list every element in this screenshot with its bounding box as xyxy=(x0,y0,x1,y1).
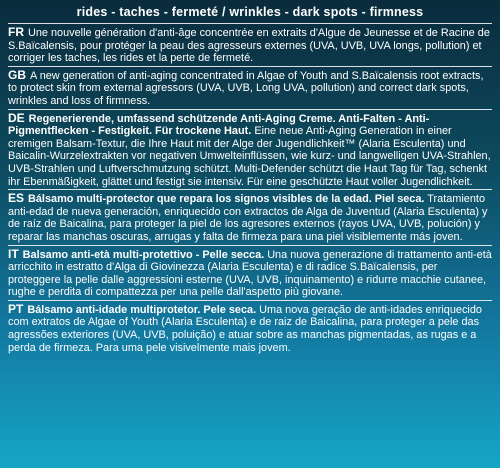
section-divider xyxy=(8,66,492,67)
section-lead: Bálsamo anti-idade multiprotetor. Pele seca. xyxy=(27,303,257,316)
section-text: Tratamiento anti-edad de nueva generación, enriquecido con extractos de Alga de Juventud (Alaria Esculenta) y de raíz de Baicalina, para proteger la piel de los agresores externos (rayos UVA, UVB, polución) y reparar las manchas oscuras, arrugas y falta de firmeza para una piel visiblemente más joven. xyxy=(8,193,488,243)
section-pt xyxy=(8,303,492,354)
section-de xyxy=(8,112,492,189)
claims-line: rides - taches - fermeté / wrinkles - dark spots - firmness xyxy=(76,5,424,19)
section-text: A new generation of anti-aging concentrated in Algae of Youth and S.Baïcalensis root extracts, to protect skin from external agressors (UVA, UVB, Long UVA, pollution) and correct dark spots, wrinkles and loss of firmness. xyxy=(8,69,484,107)
section-text: Una nuova generazione di trattamento anti-età arricchito in estratto d'Alga di Giovinezza (Alaria Esculenta) e di radice S.Baïcalensis, per proteggere la pelle dalle aggressioni esterne (UVA, UVB, inquinamento) e ridurre macchie cutanee, rughe e perdita di compattezza per una pelle dall'aspetto più giovane. xyxy=(8,248,492,299)
section-lead: Bálsamo multi-protector que repara los signos visibles de la edad. Piel seca. xyxy=(28,193,425,206)
language-code: FR xyxy=(8,25,24,39)
section-divider xyxy=(8,109,492,110)
language-code: GB xyxy=(8,67,26,82)
language-code: DE xyxy=(8,110,25,125)
section-es xyxy=(8,192,492,243)
section-text: Eine neue Anti-Aging Generation in einer cremigen Balsam-Textur, die Ihre Haut mit der Alge der Jugendlichkeit™ (Alaria Esculenta) und Baicalin-Wurzelextrakten vor negativen Umwelteinflüssen, wie kurz- und langwelligen UVA-Strahlen, UVB-Strahlen und Luftverschmutzung schützt. Multi-Defender schützt die Haut Tag für Tag, schenkt ihr Ebenmäßigkeit, glättet und festigt sie intensiv. Für eine geschützte Haut voller Jugendlichkeit. xyxy=(8,125,491,188)
section-fr xyxy=(8,26,492,65)
section-divider xyxy=(8,23,492,24)
section-text: Uma nova geração de anti-idades enriquecido com extratos de Algae of Youth (Alaria Esculenta) e de raiz de Baicalina, para proteger a pele das agressões exteriores (UVA, UVB, poluição) e atuar sobre as manchas pigmentadas, as rugas e a perda de firmeza. Para uma pele visivelmente mais jovem. xyxy=(8,303,482,354)
section-text: Une nouvelle génération d'anti-âge concentrée en extraits d'Algue de Jeunesse et de Racine de S.Baïcalensis, pour protéger la peau des agresseurs externes (UVA, UVB, UVA longs, pollution) et corriger les taches, les rides et la perte de fermeté. xyxy=(8,27,490,65)
section-gb xyxy=(8,69,492,108)
language-code: ES xyxy=(8,191,25,206)
language-code: IT xyxy=(8,246,19,261)
section-divider xyxy=(8,300,492,301)
section-divider xyxy=(8,189,492,190)
section-lead: Balsamo anti-età multi-protettivo - Pelle secca. xyxy=(22,248,265,261)
section-lead: Regenerierende, umfassend schützende Anti-Aging Creme. Anti-Falten - Anti-Pigmentflecken - Festigkeit. Für trockene Haut. xyxy=(8,112,430,138)
language-code: PT xyxy=(8,301,24,316)
section-it xyxy=(8,248,492,299)
section-divider xyxy=(8,245,492,246)
